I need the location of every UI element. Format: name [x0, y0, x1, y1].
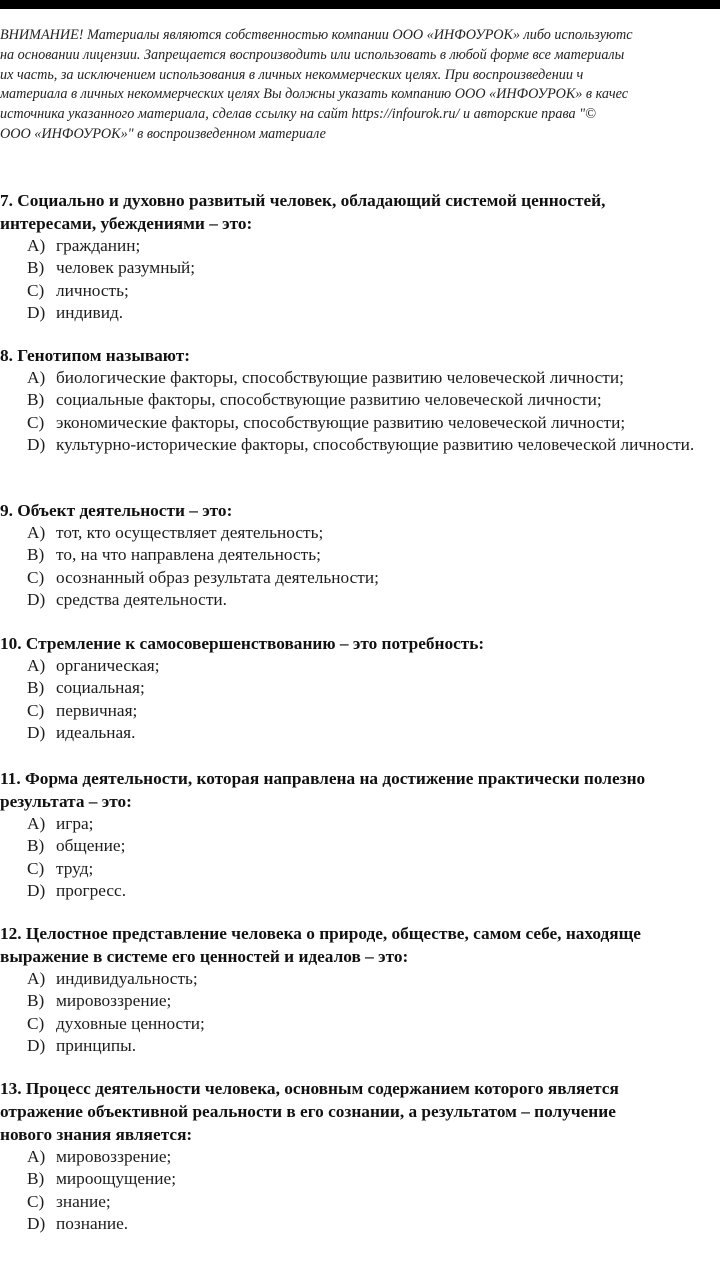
answer-options [0, 655, 720, 745]
option-letter: C) [27, 858, 45, 878]
option-text: мировоззрение; [56, 1147, 172, 1166]
option-text: знание; [56, 1191, 111, 1211]
answer-option-c [0, 567, 720, 589]
answer-option-b [0, 677, 720, 699]
copyright-notice [0, 26, 720, 145]
option-text: индивид. [56, 303, 124, 323]
option-text: человек разумный; [56, 258, 196, 278]
answer-options [0, 968, 720, 1058]
question-title-line: результата – это: [0, 792, 132, 811]
option-text: социальная; [56, 678, 145, 698]
option-text: органическая; [56, 656, 160, 675]
answer-options [0, 235, 720, 325]
answer-option-d [0, 1035, 720, 1057]
option-text: культурно-исторические факторы, способствующие развитию человеческой личности. [56, 435, 695, 455]
question-title-line: 8. Генотипом называют: [0, 346, 191, 365]
question-title [0, 1077, 720, 1146]
option-letter: D) [27, 435, 46, 455]
answer-option-d [0, 880, 720, 902]
option-text: осознанный образ результата деятельности; [56, 567, 379, 587]
option-letter: D) [27, 590, 46, 610]
option-letter: D) [27, 303, 46, 323]
option-letter: B) [27, 545, 45, 565]
answer-options [0, 1146, 720, 1236]
answer-option-a [0, 235, 720, 257]
document-page [0, 9, 720, 1280]
answer-option-b [0, 1168, 720, 1190]
option-text: принципы. [56, 1036, 137, 1056]
answer-option-c [0, 1013, 720, 1035]
option-text: духовные ценности; [56, 1013, 205, 1033]
answer-option-d [0, 302, 720, 324]
question-title [0, 767, 720, 813]
option-text: средства деятельности. [56, 590, 227, 610]
option-text: экономические факторы, способствующие развитию человеческой личности; [56, 412, 626, 432]
option-letter: A) [27, 368, 46, 387]
option-text: идеальная. [56, 723, 136, 743]
notice-line: ВНИМАНИЕ! Материалы являются собственностью компании ООО «ИНФОУРОК» либо используютс [0, 27, 633, 43]
option-letter: C) [27, 412, 45, 432]
option-text: труд; [56, 858, 94, 878]
question-10 [0, 632, 720, 745]
question-13 [0, 1077, 720, 1236]
question-title-line: 13. Процесс деятельности человека, основным содержанием которого является [0, 1079, 619, 1098]
answer-option-c [0, 1191, 720, 1213]
notice-line: ООО «ИНФОУРОК»" в воспроизведенном материале [0, 125, 326, 142]
option-text: игра; [56, 814, 94, 833]
question-9 [0, 499, 720, 612]
question-title-line: 9. Объект деятельности – это: [0, 501, 233, 520]
option-text: индивидуальность; [56, 969, 198, 988]
answer-option-c [0, 700, 720, 722]
answer-option-a [0, 1146, 720, 1168]
option-text: биологические факторы, способствующие развитию человеческой личности; [56, 368, 624, 387]
option-text: познание. [56, 1214, 129, 1234]
option-text: то, на что направлена деятельность; [56, 545, 321, 565]
answer-option-c [0, 858, 720, 880]
option-text: мировоззрение; [56, 991, 172, 1011]
answer-option-c [0, 412, 720, 434]
answer-options [0, 522, 720, 612]
option-letter: C) [27, 1013, 45, 1033]
answer-options [0, 813, 720, 903]
question-11 [0, 767, 720, 903]
option-letter: B) [27, 991, 45, 1011]
notice-line: на основании лицензии. Запрещается воспроизводить или использовать в любой форме все материалы [0, 46, 625, 63]
question-7 [0, 189, 720, 325]
question-title-line: нового знания является: [0, 1125, 193, 1144]
answer-option-c [0, 280, 720, 302]
answer-option-a [0, 522, 720, 544]
option-text: первичная; [56, 700, 138, 720]
option-letter: A) [27, 969, 46, 988]
option-letter: B) [27, 1169, 45, 1189]
option-letter: B) [27, 836, 45, 856]
notice-line: их часть, за исключением использования в личных некоммерческих целях. При воспроизведении ч [0, 66, 584, 83]
answer-option-a [0, 968, 720, 990]
option-letter: A) [27, 1147, 46, 1166]
option-letter: B) [27, 390, 45, 410]
answer-option-b [0, 389, 720, 411]
option-letter: C) [27, 1191, 45, 1211]
question-title-line: интересами, убеждениями – это: [0, 214, 253, 233]
option-letter: C) [27, 700, 45, 720]
answer-option-d [0, 589, 720, 611]
notice-line: материала в личных некоммерческих целях Вы должны указать компанию ООО «ИНФОУРОК» в качес [0, 86, 628, 103]
answer-option-d [0, 1213, 720, 1235]
question-title [0, 632, 720, 655]
answer-option-a [0, 813, 720, 835]
answer-option-b [0, 544, 720, 566]
option-letter: A) [27, 523, 46, 542]
answer-option-d [0, 434, 720, 456]
option-letter: C) [27, 567, 45, 587]
answer-option-a [0, 655, 720, 677]
option-letter: A) [27, 814, 46, 833]
option-text: прогресс. [56, 881, 127, 901]
question-title [0, 344, 720, 367]
question-8 [0, 344, 720, 457]
option-text: гражданин; [56, 236, 141, 255]
notice-line: источника указанного материала, сделав ссылку на сайт https://infourok.ru/ и авторские права "© [0, 106, 596, 123]
option-text: тот, кто осуществляет деятельность; [56, 523, 324, 542]
option-text: личность; [56, 280, 129, 300]
question-title-line: 11. Форма деятельности, которая направлена на достижение практически полезно [0, 769, 646, 788]
option-letter: D) [27, 1036, 46, 1056]
answer-option-b [0, 257, 720, 279]
option-letter: D) [27, 881, 46, 901]
option-letter: A) [27, 656, 46, 675]
question-title-line: отражение объективной реальности в его сознании, а результатом – получение [0, 1102, 616, 1121]
option-text: мироощущение; [56, 1169, 176, 1189]
answer-option-d [0, 722, 720, 744]
answer-options [0, 367, 720, 457]
option-letter: B) [27, 678, 45, 698]
answer-option-b [0, 990, 720, 1012]
answer-option-a [0, 367, 720, 389]
option-letter: D) [27, 723, 46, 743]
top-dark-bar [0, 0, 720, 9]
option-text: социальные факторы, способствующие развитию человеческой личности; [56, 390, 602, 410]
option-letter: C) [27, 280, 45, 300]
option-letter: B) [27, 258, 45, 278]
question-title [0, 499, 720, 522]
question-title [0, 189, 720, 235]
question-title [0, 922, 720, 968]
option-text: общение; [56, 836, 126, 856]
question-title-line: 7. Социально и духовно развитый человек, обладающий системой ценностей, [0, 191, 606, 210]
question-title-line: выражение в системе его ценностей и идеалов – это: [0, 947, 409, 966]
option-letter: D) [27, 1214, 46, 1234]
answer-option-b [0, 835, 720, 857]
question-title-line: 10. Стремление к самосовершенствованию – это потребность: [0, 634, 485, 653]
option-letter: A) [27, 236, 46, 255]
question-12 [0, 922, 720, 1058]
question-title-line: 12. Целостное представление человека о природе, обществе, самом себе, находяще [0, 924, 641, 943]
